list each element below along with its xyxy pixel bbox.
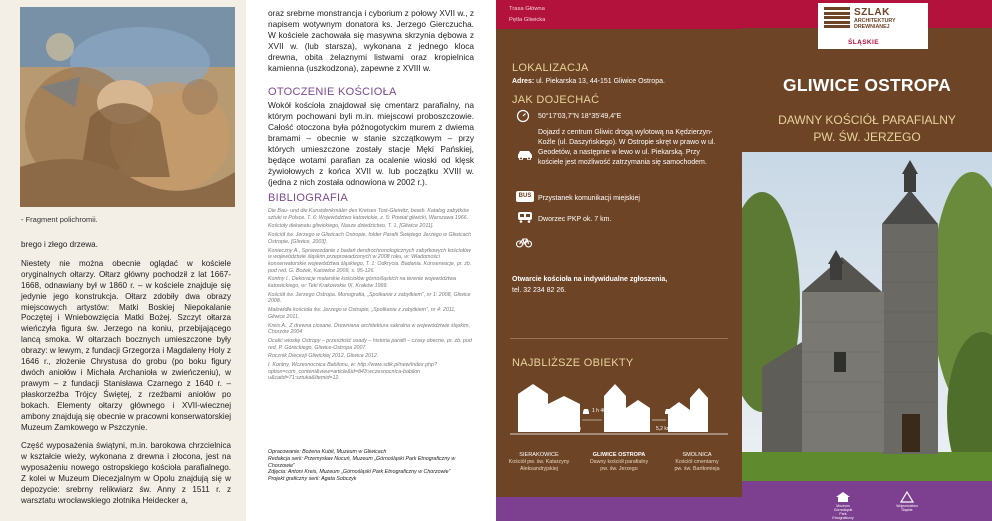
divider — [510, 338, 728, 339]
partner-logo-region — [892, 491, 922, 512]
route-distance-left: 7,6 km — [566, 426, 582, 432]
museum-logo-icon — [834, 491, 852, 503]
address-label: Adres: — [512, 78, 535, 85]
car-icon-left — [582, 407, 590, 415]
car-icon-right — [664, 407, 672, 415]
credit-line: Opracowanie: Bożena Kubit, Muzeum w Gliwicach — [268, 449, 387, 455]
panel-history — [0, 0, 246, 521]
route-main: Trasa Główna — [509, 6, 545, 12]
bibliography-entry: Rocznik Diecezji Gliwickiej 2012, Gliwice 2012. — [268, 353, 379, 360]
car-directions: Dojazd z centrum Gliwic drogą wylotową na Kędzierzyn-Koźle (ul. Daszyńskiego). W Ostropie skręt w prawo w ul. Geodetów, a następnie w lewo w ul. Piekarską. Przy kościele jest możliwość zatrzymania się samochodem. — [538, 129, 716, 166]
partner-name: Muzeum Górnośląski Park Etnograficzny — [832, 504, 854, 520]
object-line: Kościół pw. św. Katarzyny — [508, 459, 570, 466]
bibliography-entry: Kościoły dekanatu gliwickiego, Nasze dziedzictwo, T. 1, [Gliwice 2011]. — [268, 223, 434, 230]
address-value: ul. Piekarska 13, 44-151 Gliwice Ostropa. — [536, 78, 665, 85]
bibliography-entry: Konieczny A., Sprawozdanie z badań dendrochronologicznych zabytkowych kościołów w województwie śląskim przeprowadzonych w 2008 roku, w: Wiadomości konserwatorskie województwa śląskiego, T. 1: Odkrycia. Badania. Konserwacje, pr. zb. pod red. G. Bożek, Katowice 2009, s. 95-126. — [268, 247, 472, 274]
logo-bars-icon — [824, 7, 850, 29]
bibliography-entry: Die Bau- und die Kunstdenkmäler des Kreises Tost-Gleiwitz, bearb. Katalog zabytków sztuki w Polsce. T. 6: Województwo katowickie, z. 5: Powiat gliwicki, Warszawa 1966. — [268, 208, 469, 221]
bibliography-entry: Kreis A., Z drewna ciosane. Drewniana architektura sakralna w województwie śląskim, Chorzów 2004 — [268, 322, 471, 336]
region-logo-icon — [900, 491, 914, 503]
logo-subtitle: DREWNIANEJ — [854, 24, 890, 30]
route-time-right: 35 min — [674, 408, 690, 414]
heading-location: LOKALIZACJA — [512, 62, 589, 74]
purple-band — [742, 481, 992, 521]
heading-directions: JAK DOJECHAĆ — [512, 94, 600, 106]
panel-cover — [742, 0, 992, 521]
nearby-route-diagram — [510, 382, 728, 444]
object-line: Dawny kościół parafialny — [589, 459, 649, 466]
cover-subtitle: PW. ŚW. JERZEGO — [813, 130, 921, 144]
partner-name: Województwo Śląskie — [896, 504, 918, 512]
route-banner — [496, 0, 742, 29]
paragraph: Część wyposażenia świątyni, m.in. barokowa chrzcielnica w kształcie wieży, wykonana z drewna i złocona, jest na wyposażeniu nowego ostropskiego kościoła parafialnego. Z kolei w Muzeum Diecezjalnym w Opolu znajdują się w depozycie: srebrny relikwiarz św. Anny z 1511 r. z warsztatu wrocławskiego złotnika Heidecker a, — [21, 441, 231, 505]
cover-subtitle: DAWNY KOŚCIÓŁ PARAFIALNY — [778, 113, 956, 127]
nearby-object-sierakowice — [502, 452, 576, 474]
train-icon — [516, 211, 534, 223]
fresco-polychrome-image — [20, 7, 235, 207]
object-line: Kościół cmentarny — [675, 459, 719, 466]
paragraph: Niestety nie można obecnie oglądać w kościele oryginalnych ołtarzy. Ołtarz główny pochodził z lat 1667-1668, odnawiany był w 1860 r. – w kościele znajduje się jedynie jego konstrukcja. Ołtarz zdobiły dwa obrazy miejscowych artystów: Matki Boskiej Niepokalanie Poczętej i Wniebowzięcia Matki Bożej. Szczyt ołtarza wieńczyła figura św. Jerzego na koniu, przebijającego lancą smoka. W ołtarzach bocznych umieszczone były obrazy: w lewym, z fundacji Grzegorza i Magdaleny Holy z 1646 r., złożenie Chrystusa do grobu (po boku figury dwóch aniołów i Michała Archanioła w zwieńczeniu), w prawym – z fundacji Stanisława Czarnego z 1640 r. – płaskorzeźba Trójcy Świętej, z rzeźbami aniołów po bokach. Elementy ołtarzy głównego i XVII-wiecznej ambony znajdują się obecnie w pracowni konserwatorskiej Muzeum Zamkowego w Pszczynie. — [21, 258, 231, 432]
heading-nearby: NAJBLIŻSZE OBIEKTY — [512, 357, 634, 369]
object-line: pw. św. Jerzego — [600, 466, 638, 473]
cover-title: GLIWICE OSTROPA — [783, 75, 951, 95]
bibliography-entry: I. Kontny, Wczesnocnica Babilonu, w: http://www.sdik.pl/new/index.php?option=com_content&view=article&id=843:wczesnocnica-babilon u&catid=71:sztuka&Itemid=12. — [268, 362, 437, 382]
route-loop: Pętla Gliwicka — [509, 17, 546, 23]
heading-bibliography: BIBLIOGRAFIA — [268, 192, 349, 204]
credits — [268, 449, 474, 483]
heading-surroundings: OTOCZENIE KOŚCIOŁA — [268, 86, 397, 98]
nearby-object-smolnica — [660, 452, 734, 474]
bicycle-icon — [516, 236, 532, 248]
trail-logo — [818, 3, 928, 49]
opening-hours: Otwarcie kościoła na indywidualne zgłoszenia, — [512, 276, 668, 283]
bibliography-list — [268, 208, 474, 384]
fresco-caption: - Fragment polichromii. — [21, 215, 98, 224]
route-distance-right: 5,2 km — [656, 426, 672, 432]
bibliography-entry: Kościół św. Jerzego w Gliwicach Ostropie, folder Parafii Świętego Jerzego w Gliwicach Ostropie, [Gliwice, 2003]. — [268, 232, 472, 245]
object-name: GLIWICE OSTROPA — [592, 452, 646, 458]
bus-info: Przystanek komunikacji miejskiej — [538, 195, 640, 202]
intro-text: oraz srebrne monstrancja i cyborium z połowy XVII w., z napisem wotywnym donatora ks. Jerzego Gierczucha. W kościele zachowała się masywna skrzynia dębowa z XVII w. (lub starsza), wykonana z jednego kloca drewna, obita żelaznymi listwami oraz kropielnica kamienna (uszkodzona), zapewne z XVIII w. — [268, 8, 474, 73]
fold-gap — [246, 0, 264, 521]
credit-line: Zdjęcia: Antoni Kreis, Muzeum „Górnośląski Park Etnograficzny w Chorzowie” — [268, 469, 451, 476]
compass-icon — [516, 109, 530, 123]
object-line: pw. św. Bartłomieja — [674, 466, 720, 473]
partner-logo-museum — [830, 491, 856, 520]
car-icon — [516, 148, 534, 160]
church-photo — [742, 152, 992, 497]
bus-icon: BUS — [516, 191, 534, 202]
phone-number: tel. 32 234 82 26. — [512, 287, 567, 294]
bibliography-entry: Ocalić wioskę Ostropy – przeszłość osady – historia parafii – czasy obecne, pr. zb. pod red. P. Góreckiego, Gliwice-Ostropa 2007. — [268, 337, 472, 351]
paragraph: brego i złego drzewa. — [21, 240, 98, 249]
route-time-left: 1 h 40 min — [592, 408, 616, 414]
credit-line: Redakcja serii: Przemysław Nocuń, Muzeum „Górnośląski Park Etnograficzny w Chorzowie” — [268, 455, 456, 469]
credit-line: Projekt graficzny serii: Agata Sobczyk — [268, 476, 357, 483]
history-text — [21, 240, 231, 515]
purple-band — [496, 497, 742, 521]
object-line: Aleksandryjskiej — [520, 466, 558, 473]
surroundings-text: Wokół kościoła znajdował się cmentarz parafialny, na którym pochowani byli m.in. miejscowi proboszczowie. Całość otoczona była późnogotyckim murem z dwiema bramami – obecnie w stanie szczątkowym – przy których umieszczone zostały stacje Męki Pańskiej, będące wotami parafian za ocalenie wioski od klęsk żywiołowych z końca XVII w. lub początku XVIII w. (jedna z nich została odnowiona w 2002 r.). — [268, 100, 474, 187]
bibliography-entry: Kościół św. Jerzego Ostropa. Monografia, „Spotkanie z zabytkiem”, nr 1: 2008, Gliwice 2008. — [268, 291, 471, 305]
panel-info — [496, 0, 742, 521]
bibliography-entry: Kontny I., Dekoracje malarskie kościołów górnośląskich na terenie województwa katowickiego, w: Teki Krakowskie IX, Kraków 1999. — [268, 276, 457, 290]
object-name: SMOLNICA — [682, 452, 712, 458]
object-name: SIERAKOWICE — [519, 452, 559, 458]
train-info: Dworzec PKP ok. 7 km. — [538, 216, 612, 223]
logo-title: SZLAK — [854, 7, 890, 18]
gps-coordinates: 50°17'03,7"N 18°35'49,4"E — [538, 113, 622, 120]
logo-region: ŚLĄSKIE — [848, 39, 879, 46]
panel-surroundings — [264, 0, 482, 521]
bibliography-entry: Malowidła kościoła św. Jerzego w Ostropie, „Spotkanie z zabytkiem”, nr 4: 2011, Gliwice 2011. — [268, 307, 456, 320]
nearby-object-gliwice-ostropa — [582, 452, 656, 474]
logo-subtitle: ARCHITEKTURY — [854, 18, 896, 24]
address-line — [512, 77, 732, 87]
